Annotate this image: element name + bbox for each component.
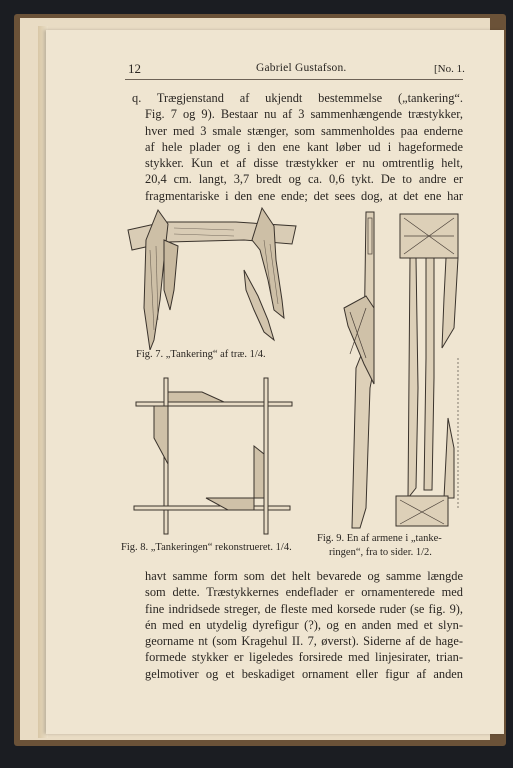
page-number: 12 [128, 61, 141, 76]
figure-7-illustration [124, 200, 300, 350]
figure-8-diagram [132, 374, 298, 538]
issue-number: [No. 1. [434, 63, 465, 75]
text-line: Fig. 7 og 9). Bestaar nu af 3 sammenhængende træstykker, [145, 107, 463, 122]
figure-9-caption [317, 532, 442, 560]
text-line: 20,4 cm. langt, 3,7 bredt og ca. 0,6 tykt. De to andre er [145, 172, 463, 187]
text-line: havt samme form som det helt bevarede og samme længde [145, 569, 463, 583]
text-line: én med en utydelig dyrefigur (?), og en anden med et slyn- [145, 617, 463, 632]
text-line: formede stykker er ligeledes forsirede med linjesirater, trian- [145, 650, 463, 665]
text-line: gelmotiver og et beskadiget ornament eller figur af anden [145, 666, 463, 681]
figure-9-illustration [330, 208, 466, 532]
text-line: fragmentariske i den ene ende; det sees dog, at det ene har [145, 188, 463, 203]
text-line: som dette. Træstykkernes endeflader er ornamenterede med [145, 585, 463, 600]
header-rule [125, 79, 463, 80]
bottom-paragraph [145, 568, 463, 682]
running-header [0, 58, 513, 78]
text-line: georname nt (som Kragehul II. 7, øverst). Siderne af de hage- [145, 634, 463, 649]
top-paragraph [132, 90, 463, 204]
text-line: stykker. Kun et af disse træstykker er nu omtrentlig helt, [145, 156, 463, 171]
text-line: q. Trægjenstand af ukjendt bestemmelse („tankering“. [132, 91, 463, 105]
figure-7-caption: Fig. 7. „Tankering“ af træ. 1/4. [136, 349, 266, 360]
text-line: fine indridsede streger, de fleste med korsede ruder (se fig. 9), [145, 601, 463, 616]
figure-8-caption: Fig. 8. „Tankeringen“ rekonstrueret. 1/4. [121, 542, 292, 553]
text-line: af hele plader og i den ene kant løber ud i hageformede [145, 139, 463, 154]
running-title: Gabriel Gustafson. [256, 62, 347, 74]
text-line: hver med 3 smale stænger, som sammenholdes paa enderne [145, 123, 463, 138]
figure-9-caption-line-2: ringen“, fra to sider. 1/2. [329, 547, 432, 558]
figure-9-caption-line-1: Fig. 9. En af armene i „tanke- [317, 533, 442, 544]
